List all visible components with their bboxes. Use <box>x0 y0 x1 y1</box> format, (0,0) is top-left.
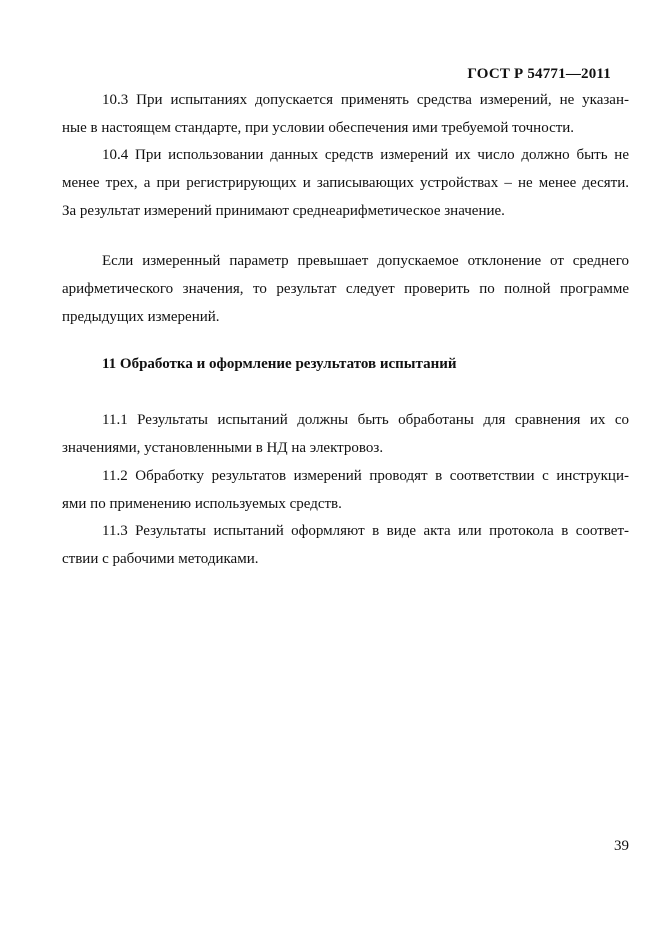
text-line: 11.1 Результаты испытаний должны быть обработаны для сравнения их со <box>102 412 629 428</box>
paragraph-11-2 <box>62 462 629 518</box>
paragraph-10-5 <box>62 247 629 331</box>
paragraph-11-3 <box>62 517 629 573</box>
document-header: ГОСТ Р 54771—2011 <box>467 66 611 82</box>
text-line: ные в настоящем стандарте, при условии обеспечения ими требуемой точности. <box>62 120 575 136</box>
text-line: Если измеренный параметр превышает допускаемое отклонение от среднего <box>102 253 629 269</box>
page-number: 39 <box>614 838 629 854</box>
text-line: 10.3 При испытаниях допускается применять средства измерений, не указан- <box>102 92 629 108</box>
text-line: За результат измерений принимают среднеарифметическое значение. <box>62 203 505 219</box>
text-line: значениями, установленными в НД на электровоз. <box>62 440 384 456</box>
text-line: 11.3 Результаты испытаний оформляют в виде акта или протокола в соответ- <box>102 523 629 539</box>
text-line: ями по применению используемых средств. <box>62 496 342 512</box>
text-line: ствии с рабочими методиками. <box>62 551 259 567</box>
paragraph-11-1 <box>62 406 629 462</box>
text-line: арифметического значения, то результат следует проверить по полной программе <box>62 281 629 297</box>
text-line: менее трех, а при регистрирующих и записывающих устройствах – не менее десяти. <box>62 175 629 191</box>
paragraph-10-3 <box>62 86 629 142</box>
text-line: 11.2 Обработку результатов измерений проводят в соответствии с инструкци- <box>102 468 629 484</box>
paragraph-10-4 <box>62 141 629 225</box>
text-line: 10.4 При использовании данных средств измерений их число должно быть не <box>102 147 629 163</box>
text-line: предыдущих измерений. <box>62 309 220 325</box>
section-heading: 11 Обработка и оформление результатов испытаний <box>102 356 457 372</box>
